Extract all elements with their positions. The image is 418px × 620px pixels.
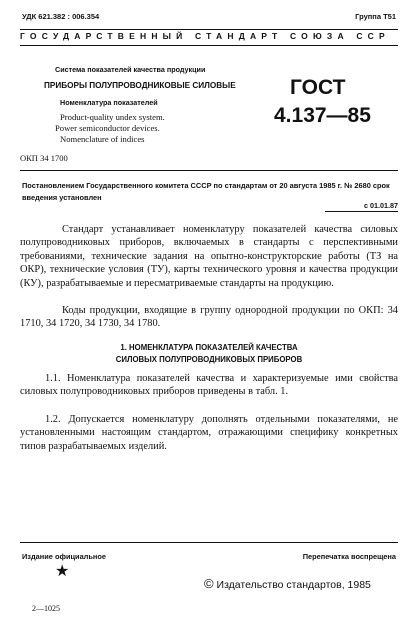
section-title-line-1: 1. НОМЕНКЛАТУРА ПОКАЗАТЕЛЕЙ КАЧЕСТВА <box>120 343 298 352</box>
gost-label: ГОСТ <box>290 76 346 99</box>
paragraph-codes: Коды продукции, входящие в группу однородной продукции по ОКП: 34 1710, 34 1720, 34 1730, 34 1780. <box>20 305 398 330</box>
paragraph-1-2: 1.2. Допускается номенклатуру дополнять отдельными показателями, не установленными настоящим стандартом, отражающими специфику конкретных типов разрабатываемых изделий. <box>20 414 398 452</box>
okp-code: ОКП 34 1700 <box>20 153 68 163</box>
section-title <box>20 342 398 366</box>
state-standard-banner: ГОСУДАРСТВЕННЫЙ СТАНДАРТ СОЮЗА ССР <box>20 31 390 41</box>
title-en-line-1: Product-quality undex system. <box>60 112 165 122</box>
section-title-line-2: СИЛОВЫХ ПОЛУПРОВОДНИКОВЫХ ПРИБОРОВ <box>115 355 303 364</box>
decree-text: Постановлением Государственного комитета СССР по стандартам от 20 августа 1985 г. № 2680 срок введения установлен <box>22 181 390 202</box>
effective-date: с 01.01.87 <box>364 201 398 210</box>
footer-rule <box>20 542 398 543</box>
effective-date-underline <box>325 211 398 212</box>
copyright-icon: © <box>204 576 214 591</box>
nomenclature-title-ru: Номенклатура показателей <box>60 98 158 107</box>
reprint-prohibited-label: Перепечатка воспрещена <box>302 552 396 561</box>
title-rule <box>20 170 398 171</box>
title-en-line-3: Nomenclature of indices <box>60 134 145 144</box>
paragraph-1-1: 1.1. Номенклатура показателей качества и характеризуемые ими свойства силовых полупроводниковых приборов приведены в табл. 1. <box>20 373 398 398</box>
star-icon: ★ <box>55 563 70 580</box>
group-code: Группа Т51 <box>355 12 396 21</box>
title-en-line-2: Power semiconductor devices. <box>55 123 160 133</box>
paragraph-scope: Стандарт устанавливает номенклатуру показателей качества силовых полупроводниковых приборов, включаемых в стандарты с перспективными требованиями, технические задания на опытно-конструкторские работы (ТЗ на ОКР), технические условия (ТУ), карты технического уровня и качества продукции (КУ), разрабатываемые и пересматриваемые стандарты на продукцию. <box>20 224 398 289</box>
copyright-notice <box>204 576 371 591</box>
gost-number: 4.137—85 <box>274 104 371 127</box>
udk-code: УДК 621.382 : 006.354 <box>22 12 100 21</box>
header-rule-bottom <box>20 45 398 46</box>
standard-title-ru: ПРИБОРЫ ПОЛУПРОВОДНИКОВЫЕ СИЛОВЫЕ <box>44 81 236 90</box>
header-rule-top <box>20 29 398 30</box>
edition-number: 2—1025 <box>32 604 60 613</box>
copyright-text: Издательство стандартов, 1985 <box>216 579 371 591</box>
official-edition-label: Издание официальное <box>22 552 107 561</box>
system-title: Система показателей качества продукции <box>55 65 206 74</box>
